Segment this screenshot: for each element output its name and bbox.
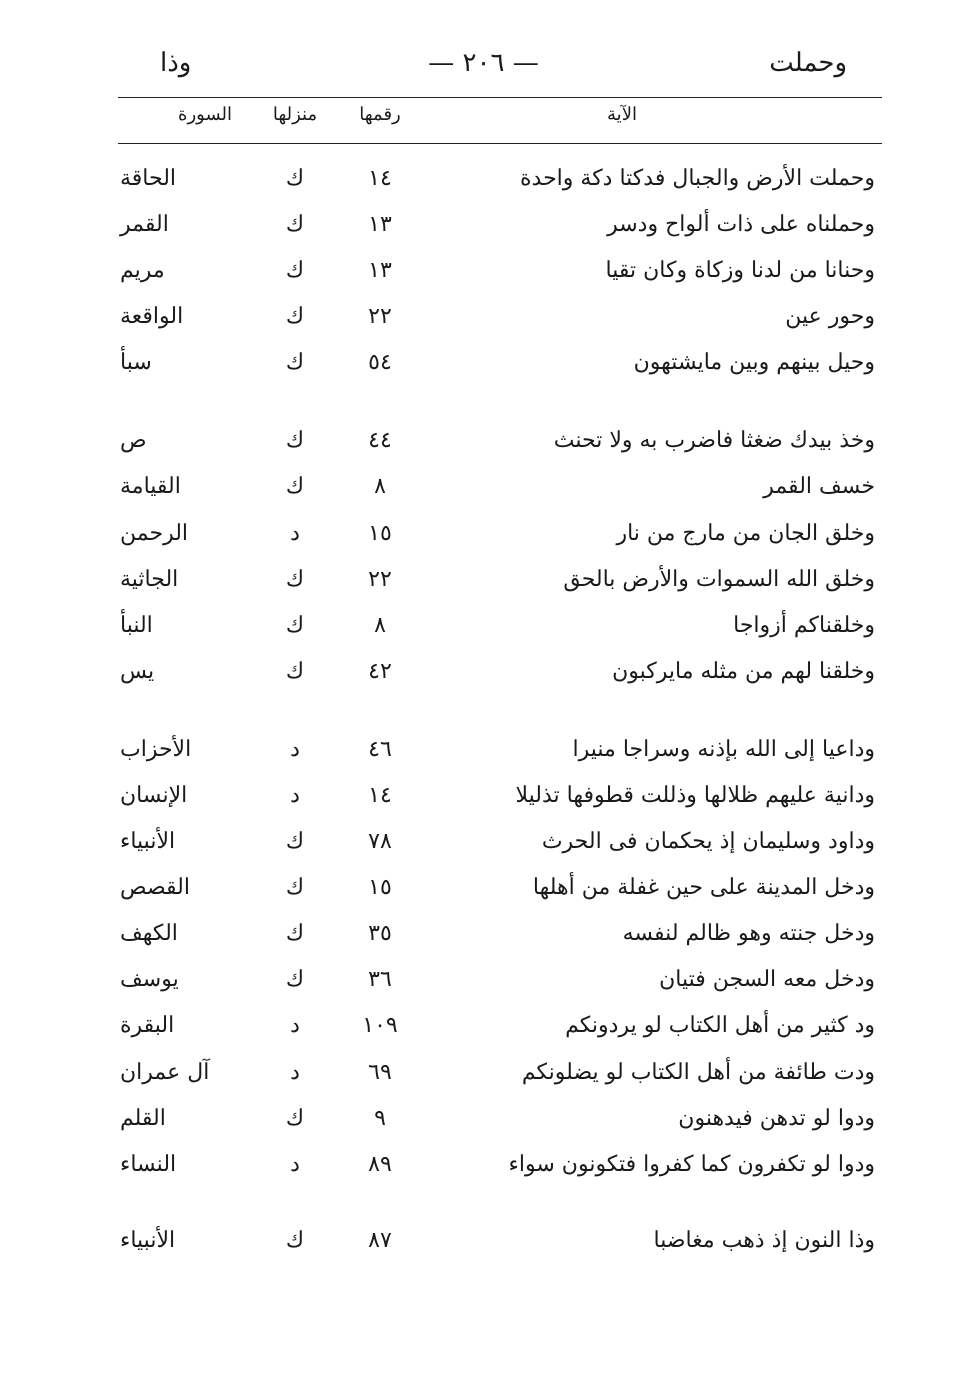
verse-text: خسف القمر	[763, 474, 875, 499]
table-row	[0, 737, 967, 777]
surah-name: الحاقة	[120, 166, 177, 191]
verse-number: ٣٦	[368, 967, 392, 992]
surah-name: الرحمن	[120, 521, 189, 546]
revelation-type: ك	[285, 567, 305, 592]
verse-text: وذا النون إذ ذهب مغاضبا	[653, 1228, 875, 1253]
table-row	[0, 1228, 967, 1268]
column-header-number: رقمها	[359, 104, 401, 125]
surah-name: الأنبياء	[120, 829, 176, 854]
verse-number: ٦٩	[368, 1060, 392, 1085]
revelation-type: ك	[285, 921, 305, 946]
verse-text: وحنانا من لدنا وزكاة وكان تقيا	[605, 258, 875, 283]
table-row	[0, 967, 967, 1007]
revelation-type: ك	[285, 258, 305, 283]
verse-number: ٨	[374, 474, 386, 499]
revelation-type: ك	[285, 212, 305, 237]
table-row	[0, 166, 967, 206]
verse-text: وداعيا إلى الله بإذنه وسراجا منيرا	[572, 737, 875, 762]
column-header-verse: الآية	[607, 104, 637, 125]
verse-number: ١٤	[368, 783, 392, 808]
verse-number: ١٠٩	[362, 1013, 398, 1038]
surah-name: سبأ	[120, 350, 152, 375]
table-row	[0, 258, 967, 298]
verse-number: ٥٤	[368, 350, 392, 375]
verse-text: وخلقناكم أزواجا	[733, 613, 875, 638]
verse-number: ٨٧	[368, 1228, 392, 1253]
verse-number: ٢٢	[368, 304, 392, 329]
revelation-type: ك	[285, 428, 305, 453]
surah-name: الأنبياء	[120, 1228, 176, 1253]
table-row	[0, 304, 967, 344]
surah-name: ص	[120, 428, 147, 453]
verse-text: ودخل معه السجن فتيان	[659, 967, 875, 992]
verse-text: وخلق الله السموات والأرض بالحق	[563, 567, 875, 592]
surah-name: النساء	[120, 1152, 177, 1177]
verse-number: ٤٤	[368, 428, 392, 453]
revelation-type: د	[290, 1060, 300, 1085]
column-header-revelation: منزلها	[272, 104, 318, 125]
verse-text: ودانية عليهم ظلالها وذللت قطوفها تذليلا	[515, 783, 875, 808]
surah-name: مريم	[120, 258, 165, 283]
verse-text: ودت طائفة من أهل الكتاب لو يضلونكم	[521, 1060, 875, 1085]
verse-text: ودخل المدينة على حين غفلة من أهلها	[532, 875, 875, 900]
table-row	[0, 350, 967, 390]
verse-number: ٣٥	[368, 921, 392, 946]
header-left-word: وذا	[160, 48, 192, 78]
revelation-type: د	[290, 783, 300, 808]
surah-name: يوسف	[120, 967, 179, 992]
verse-number: ٤٢	[368, 659, 392, 684]
table-row	[0, 212, 967, 252]
revelation-type: د	[290, 1013, 300, 1038]
revelation-type: ك	[285, 659, 305, 684]
revelation-type: ك	[285, 967, 305, 992]
surah-name: القمر	[120, 212, 169, 237]
surah-name: يس	[120, 659, 155, 684]
verse-text: ود كثير من أهل الكتاب لو يردونكم	[565, 1013, 875, 1038]
revelation-type: د	[290, 521, 300, 546]
verse-number: ٧٨	[368, 829, 392, 854]
revelation-type: ك	[285, 829, 305, 854]
verse-text: وخلق الجان من مارج من نار	[616, 521, 875, 546]
verse-number: ١٥	[368, 521, 392, 546]
table-row	[0, 613, 967, 653]
verse-text: وداود وسليمان إذ يحكمان فى الحرث	[541, 829, 875, 854]
table-row	[0, 1013, 967, 1053]
verse-number: ٩	[374, 1106, 386, 1131]
verse-text: وخذ بيدك ضغثا فاضرب به ولا تحنث	[553, 428, 875, 453]
revelation-type: ك	[285, 1228, 305, 1253]
verse-text: وحور عين	[785, 304, 875, 329]
surah-name: الجاثية	[120, 567, 179, 592]
surah-name: القصص	[120, 875, 190, 900]
header-rule-top	[118, 97, 882, 98]
page-number: — ٢٠٦ —	[428, 48, 539, 78]
table-row	[0, 1152, 967, 1192]
table-row	[0, 1060, 967, 1100]
verse-text: وخلقنا لهم من مثله مايركبون	[612, 659, 875, 684]
table-row	[0, 567, 967, 607]
verse-number: ١٥	[368, 875, 392, 900]
table-row	[0, 921, 967, 961]
verse-number: ١٤	[368, 166, 392, 191]
revelation-type: ك	[285, 875, 305, 900]
verse-text: وحيل بينهم وبين مايشتهون	[633, 350, 875, 375]
revelation-type: ك	[285, 166, 305, 191]
surah-name: الكهف	[120, 921, 178, 946]
verse-text: ودوا لو تدهن فيدهنون	[678, 1106, 875, 1131]
surah-name: البقرة	[120, 1013, 175, 1038]
table-row	[0, 521, 967, 561]
revelation-type: د	[290, 1152, 300, 1177]
verse-number: ٤٦	[368, 737, 392, 762]
verse-text: وحملناه على ذات ألواح ودسر	[607, 212, 875, 237]
verse-text: ودوا لو تكفرون كما كفروا فتكونون سواء	[508, 1152, 875, 1177]
revelation-type: د	[290, 737, 300, 762]
verse-number: ٢٢	[368, 567, 392, 592]
revelation-type: ك	[285, 304, 305, 329]
table-row	[0, 474, 967, 514]
revelation-type: ك	[285, 1106, 305, 1131]
table-row	[0, 829, 967, 869]
verse-number: ٨	[374, 613, 386, 638]
surah-name: الواقعة	[120, 304, 184, 329]
verse-number: ١٣	[368, 258, 392, 283]
table-row	[0, 659, 967, 699]
header-rule-bottom	[118, 143, 882, 144]
surah-name: الأحزاب	[120, 737, 192, 762]
verse-text: وحملت الأرض والجبال فدكتا دكة واحدة	[520, 166, 875, 191]
surah-name: القيامة	[120, 474, 181, 499]
surah-name: الإنسان	[120, 783, 188, 808]
surah-name: آل عمران	[120, 1060, 210, 1085]
table-row	[0, 1106, 967, 1146]
column-header-surah: السورة	[178, 104, 232, 125]
surah-name: النبأ	[120, 613, 153, 638]
table-row	[0, 875, 967, 915]
revelation-type: ك	[285, 350, 305, 375]
verse-number: ١٣	[368, 212, 392, 237]
revelation-type: ك	[285, 474, 305, 499]
header-right-word: وحملت	[769, 48, 847, 78]
verse-number: ٨٩	[368, 1152, 392, 1177]
revelation-type: ك	[285, 613, 305, 638]
table-row	[0, 428, 967, 468]
verse-text: ودخل جنته وهو ظالم لنفسه	[622, 921, 875, 946]
table-row	[0, 783, 967, 823]
surah-name: القلم	[120, 1106, 166, 1131]
